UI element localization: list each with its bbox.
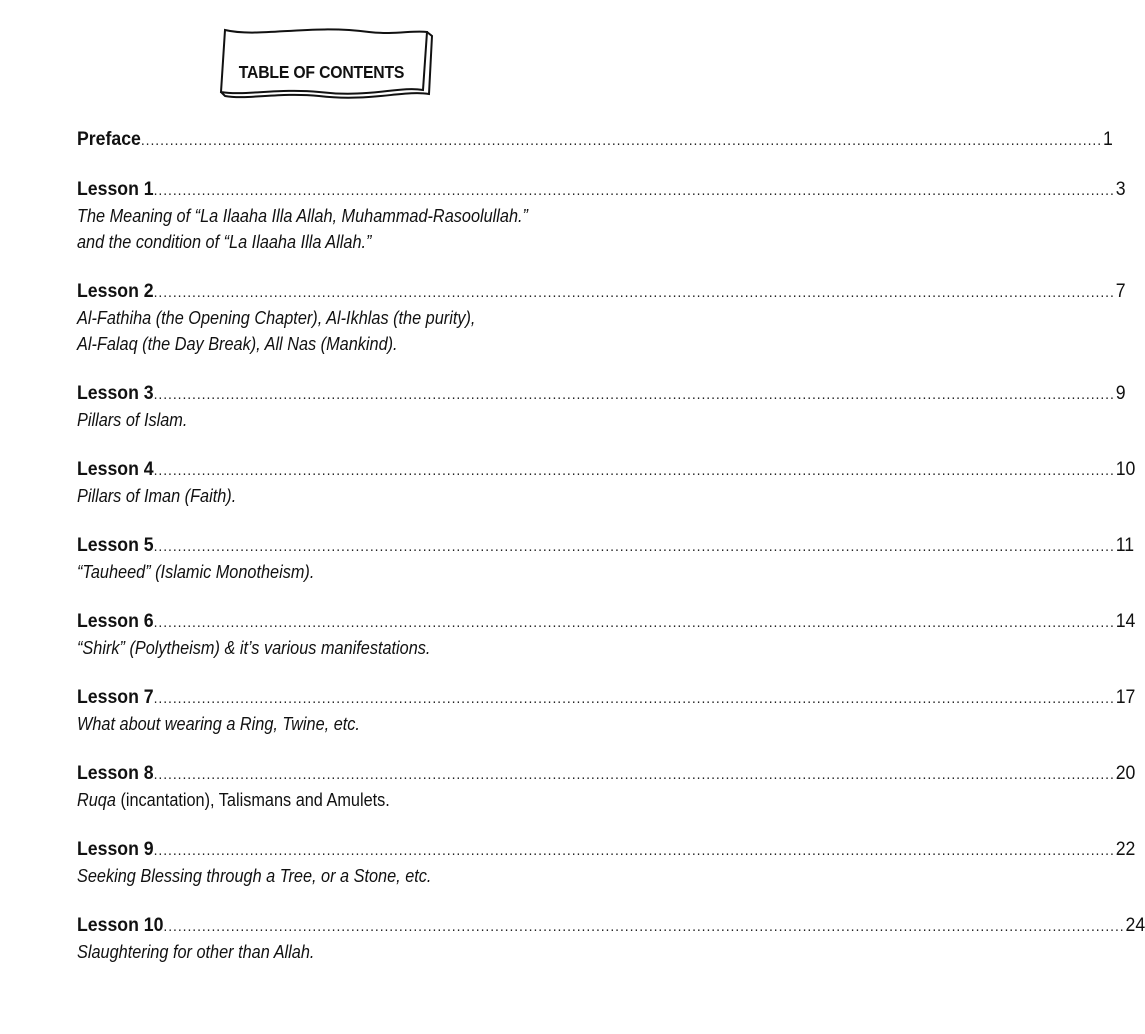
dot-leader: ........................................................................................................................................................................................................	[153, 842, 1115, 859]
toc-entry-heading	[77, 837, 1136, 863]
toc-entry-label: Lesson 7	[77, 687, 154, 708]
dot-leader: ........................................................................................................................................................................................................	[153, 538, 1115, 555]
toc-entry-description: Seeking Blessing through a Tree, or a Stone, etc.	[77, 865, 432, 886]
toc-entry-page-number: 20	[1115, 763, 1136, 784]
toc-entry-heading	[77, 177, 1126, 203]
toc-entry-label: Lesson 9	[77, 839, 154, 860]
dot-leader: ........................................................................................................................................................................................................	[153, 766, 1115, 783]
toc-entry	[77, 127, 1113, 153]
toc-entry	[77, 913, 1145, 965]
toc-entry-description	[77, 787, 514, 813]
dot-leader: ........................................................................................................................................................................................................	[153, 182, 1115, 199]
toc-entry-description: What about wearing a Ring, Twine, etc.	[77, 713, 360, 734]
dot-leader: ........................................................................................................................................................................................................	[153, 614, 1115, 631]
toc-entry-description: Al-Fathiha (the Opening Chapter), Al-Ikhlas (the purity),	[77, 307, 476, 328]
toc-entry-heading	[77, 761, 1136, 787]
toc-entry-page-number: 17	[1115, 687, 1136, 708]
toc-entry	[77, 381, 1126, 433]
dot-leader: ........................................................................................................................................................................................................	[153, 284, 1115, 301]
toc-entry-description: Slaughtering for other than Allah.	[77, 941, 315, 962]
toc-entry-description: and the condition of “La Ilaaha Illa Allah.”	[77, 231, 372, 252]
toc-entry-label: Lesson 6	[77, 611, 154, 632]
toc-entry-description-part: (incantation), Talismans and Amulets.	[115, 789, 390, 810]
toc-entry-label: Lesson 5	[77, 535, 154, 556]
toc-entry-description: “Shirk” (Polytheism) & it’s various manifestations.	[77, 637, 431, 658]
toc-entry-heading	[77, 609, 1136, 635]
toc-entry-description-part: Ruqa	[77, 789, 116, 810]
dot-leader: ........................................................................................................................................................................................................	[153, 462, 1115, 479]
toc-entry-label: Lesson 3	[77, 383, 154, 404]
toc-entry-heading	[77, 127, 1113, 153]
toc-entry	[77, 609, 1136, 661]
dot-leader: ........................................................................................................................................................................................................	[163, 918, 1125, 935]
table-of-contents	[77, 127, 1145, 989]
toc-entry-description: Pillars of Iman (Faith).	[77, 485, 237, 506]
toc-entry-label: Lesson 1	[77, 179, 154, 200]
toc-entry-label: Lesson 2	[77, 281, 154, 302]
toc-entry	[77, 279, 1126, 357]
toc-entry-heading	[77, 913, 1145, 939]
toc-entry-description: Pillars of Islam.	[77, 409, 188, 430]
toc-entry-page-number: 22	[1115, 839, 1136, 860]
toc-entry	[77, 761, 1136, 813]
toc-entry-description: “Tauheed” (Islamic Monotheism).	[77, 561, 315, 582]
toc-entry-page-number: 24	[1125, 915, 1145, 936]
toc-entry-heading	[77, 685, 1136, 711]
toc-entry-label: Lesson 4	[77, 459, 154, 480]
toc-entry-page-number: 11	[1115, 535, 1135, 556]
toc-entry-page-number: 14	[1115, 611, 1136, 632]
toc-entry-description: Al-Falaq (the Day Break), All Nas (Mankind).	[77, 333, 398, 354]
toc-entry-page-number: 7	[1115, 281, 1126, 302]
toc-entry	[77, 685, 1136, 737]
toc-entry	[77, 533, 1135, 585]
toc-entry	[77, 457, 1136, 509]
dot-leader: ........................................................................................................................................................................................................	[153, 386, 1115, 403]
toc-entry-label: Preface	[77, 129, 141, 150]
toc-entry-page-number: 9	[1115, 383, 1126, 404]
toc-entry	[77, 837, 1136, 889]
toc-entry-label: Lesson 10	[77, 915, 164, 936]
toc-entry-page-number: 10	[1115, 459, 1136, 480]
toc-entry-heading	[77, 279, 1126, 305]
toc-entry-heading	[77, 457, 1136, 483]
title-banner	[219, 26, 435, 102]
toc-entry-label: Lesson 8	[77, 763, 154, 784]
toc-entry-description: The Meaning of “La Ilaaha Illa Allah, Muhammad-Rasoolullah.”	[77, 205, 528, 226]
toc-entry	[77, 177, 1126, 255]
dot-leader: ........................................................................................................................................................................................................	[153, 690, 1115, 707]
toc-entry-heading	[77, 381, 1126, 407]
page-title: TABLE OF CONTENTS	[238, 62, 405, 82]
toc-entry-page-number: 1	[1102, 129, 1113, 150]
toc-entry-heading	[77, 533, 1135, 559]
toc-entry-page-number: 3	[1115, 179, 1126, 200]
dot-leader: ........................................................................................................................................................................................................	[140, 132, 1103, 149]
